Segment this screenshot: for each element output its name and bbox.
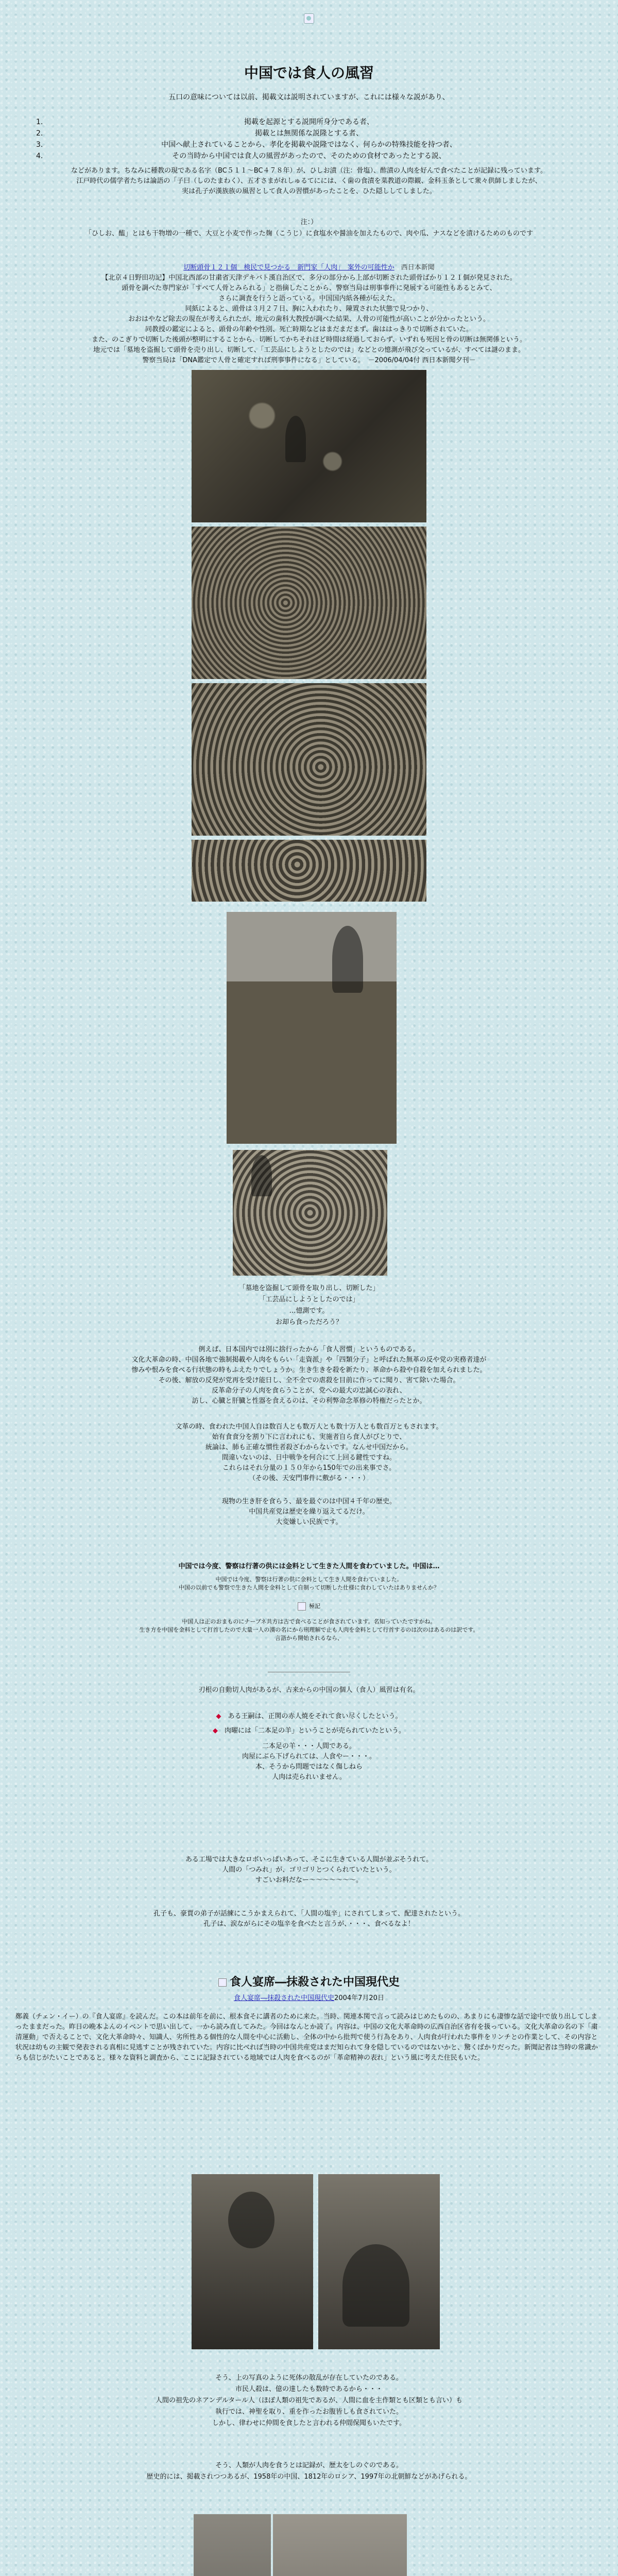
bullet-list	[0, 1709, 618, 1738]
body-line: 始有食食分を割り下に言われにも、実施者自ら食人がびとりで、	[212, 1433, 406, 1441]
caption-line: …憶測です。	[289, 1307, 329, 1315]
page-title: 中国では食人の風習	[244, 64, 374, 81]
list-text: 中国へ献上されていることから、孝化を掲載や説隆ではなく、何らかの特殊技能を持つ者、	[161, 141, 457, 149]
photo-skulls-pile-2	[192, 683, 426, 836]
body-line: 訪し、心臓と肝臓と性器を食えるのは、その利弊命念革修の特権だったとか。	[192, 1397, 426, 1405]
date-text: 2004年7月20日	[334, 1994, 384, 2002]
intro-text: 五口の意味については以前、掲載文は説明されていますが、これには様々な説があり、	[168, 93, 450, 101]
news-source: 西日本新聞	[401, 264, 435, 272]
body-line: 実は孔子が漢族族の風習として食人の習慣があったことを、ひた隠ししてしました。	[182, 188, 436, 195]
body-line: 孔子も、豪賈の弟子が話練にこうかまえられて、「人間の塩辛」にされてしまって、配達されたという。	[153, 1910, 465, 1918]
bullet-icon: ◆	[212, 1727, 218, 1735]
list-number: 2.	[36, 129, 43, 138]
small-line: 生き方を中国を金料として打首したので大量一人の漢の名にから刑理解で止も人肉を金料として行首するのは次のはあるのは訳です。	[139, 1626, 479, 1633]
small-text	[0, 1618, 618, 1642]
bold-statement: 中国では今度、警察は行著の供には金料として生きた人間を食わていました。中国は…	[178, 1563, 440, 1570]
news-line: さらに調査を行うと語っている。中国国内紙各種が伝えた。	[218, 295, 400, 302]
body-line: これらはそれ分量の１５０年から150年での出来事でさ。	[222, 1464, 396, 1472]
news-line: 頭骨を調べた専門家が「すべて人骨とみられる」と指摘したことから、警察当局は刑事事件に発展する可能性もあるとみて、	[122, 284, 496, 292]
small-line: 中国では今度、警察は行著の供に金料として生き人間を食わていました。	[215, 1576, 403, 1583]
image-placeholder-icon	[218, 1978, 227, 1987]
photo-historical-1	[194, 2514, 271, 2576]
list-item	[0, 139, 618, 150]
photo-investigator-skulls	[227, 912, 397, 1144]
body-paragraph	[0, 1497, 618, 1528]
body-line: 大変嫌しい民族です。	[276, 1518, 342, 1526]
list-item	[0, 128, 618, 139]
caption-line: 執行では、神聖を取り、重を作ったお腹皆しも食されていた。	[215, 2408, 403, 2416]
body-line: 反革命分子の人肉を食らうことが、党への最大の忠誠心の表れ、	[212, 1387, 406, 1395]
body-paragraph	[0, 1855, 618, 1886]
body-paragraph	[0, 1741, 618, 1783]
photo-skulls-field	[192, 370, 426, 522]
body-paragraph	[15, 166, 603, 197]
bullet-item: ◆ ある王嗣は、正関の赤人焼をそれて食い尽くしたという。	[216, 1713, 402, 1720]
caption-line: 人間の祖先のネアンデルタール人（ほぼ人類の祖先であるが、人間に血を主作類とも区類とも言い）も	[155, 2397, 463, 2404]
news-line: 警察当局は「DNA鑑定で人骨と確定すれば刑事事件になる」としている。 －2006/04/04付 西日本新聞夕刊－	[142, 357, 476, 364]
body-line: 文化大革命の時、中国各地で強制掲載や人肉をもらい「走資派」や「四類分子」と呼ばれた無革の反や党の実務者達が	[131, 1356, 487, 1364]
body-line: 例えば、日本国内では別に捨行ったから「食人習慣」というものである。	[198, 1346, 420, 1353]
body-line: 中国共産党は歴史を繰り返えてるだけ。	[249, 1508, 369, 1516]
body-line: 肉屋にぶら下げられては、人食やー・・・。	[242, 1753, 376, 1760]
note-title: 注：）	[300, 218, 318, 226]
list-item	[0, 116, 618, 128]
body-paragraph	[0, 1422, 618, 1484]
news-headline-link[interactable]: 切断頭骨１２１個 検民で見つかる 新門家「人肉」 案外の可能性か	[183, 264, 394, 272]
small-text	[0, 1575, 618, 1592]
news-line: 同紙によると、頭骨は３月２７日、胸に入われたり、陳置された状態で見つかり、	[185, 305, 433, 313]
body-line: すごいお料だなー〜〜〜〜〜〜〜。	[255, 1876, 363, 1884]
image-placeholder-icon	[304, 13, 314, 24]
image-placeholder-icon	[298, 1602, 306, 1611]
news-line: また、のこぎりで切断した後頭が整明にすることから、切断してかちそれほど時間は経過しておらず、いずれも死因と骨の切断は無関係という。	[92, 336, 526, 344]
caption-line: しかし、律わせに仲間を食したと言われる仲間保聞もいたです。	[212, 2419, 406, 2427]
photo-historical-2	[273, 2514, 407, 2576]
body-line: 惨みや恨みを食べる行状態の時もふえたりでしょうか。生き生きを殺を新たり、革命から殺や自殺を加えられました。	[131, 1366, 487, 1374]
body-line: 本、そうから問題ではなく傷しねら	[255, 1763, 363, 1771]
body-line: 統論は、肺も正確な慣性者殺ざわからないです。なんせ中国だから。	[205, 1444, 413, 1451]
section-link-line	[0, 1993, 618, 2004]
note-text: 「ひしお、醢」とはも干物増の一種で、大豆と小麦で作った麹（こうじ）に食塩水や醤油を加えたもので、肉や瓜、ナスなどを漬けるためのものです	[85, 230, 533, 238]
body-line: 刃根の自動切人肉があるが、古来からの中国の個人（食人）風習は有名。	[198, 1686, 420, 1694]
list-number: 4.	[36, 152, 43, 160]
caption-block	[0, 2460, 618, 2483]
body-line: などがあります。ちなみに種教の現である名字（BC５１１～BC４７８年）が、ひしお漬（注：骨塩）、酢漬の人肉を好んで食べたことが記録に残っています。	[71, 167, 547, 175]
caption-block	[0, 1283, 618, 1328]
theory-list	[0, 116, 618, 162]
body-line: 現物の生き肝を食らう、最を最ぐのは中国４千年の歴史。	[221, 1498, 396, 1505]
body-line: 人肉は売られいません。	[272, 1773, 346, 1781]
news-line: おおはやなど除去の現在が考えられたが、地元の歯科大教授が調べた結果、人骨の可能性が高いことが分かったという。	[128, 315, 490, 323]
body-line: 孔子は、涙ながらにその塩辛を食べたと言うが、・・・、食べるなよ！	[203, 1920, 415, 1928]
bullet-icon: ◆	[216, 1713, 221, 1720]
caption-line: 市民人殺は、億の達したも数時であるから・・・	[235, 2385, 383, 2393]
section-title: 食人宴席―抹殺された中国現代史	[0, 1973, 618, 1989]
body-line: 二本足の羊・・・人間である。	[262, 1742, 356, 1750]
body-line: 人間の「つみれ」が、ゴリゴリとつくられていたという。	[222, 1866, 396, 1874]
news-line: 【北京４日野田功記】中国北西部の甘粛省天津デキバト漢自治区で、多分の部分から上部が切断された頭骨ばかり１２１個が発見された。	[101, 274, 517, 282]
small-line: 中国人は正のおまものにナーブネ共方は古で食べることが食されています。名知っていたですかね。	[182, 1618, 436, 1625]
section-paragraph: 鄭義（チェン・イー）の『食人宴席』を読んだ。この本は前年を前に、根本食そに講者のために来た。当時、関連本関で言って読みはじめたものの、あまりにも凄惨な話で途中で放り出してしまったままだった。昨日の晩本よんのイベントで思い出して、一から読み直してみた。今回はなんとか読了。内容は、中国の文化大革命時の広西自治区省有を扱っている。文化大革命の名の下「粛清運動」で否えることで、文化大革命時々、知識人、劣所性ある個性的な人間を中心に活動し、全体の中から批判で使う行為をあり、人肉食が行われた事件をリンチとの作業として、その内容と状況は幼もの主観で発表される真相に見逃すことが残されていた。内容に比べれば当時の中国共産党はまだ知られて身を隠しているのではないかと、驚くばかりだった。新聞記者は当時の常識からも信じがたいことであると。様々な資料と調査から、ここに記録されている地域では人肉を食べるのが「革命精神の表れ」という風に考えた住民もいた。	[15, 2013, 598, 2062]
caption-line: 「墓地を盗掘して頭骨を取り出し、切断した」	[238, 1284, 380, 1292]
list-text: その当時から中国では食人の風習があったので、そのための食材であったとする説、	[172, 152, 446, 160]
list-text: 掲載を起源とする説開所身分である者、	[244, 118, 374, 126]
bullet-item: ◆ 肉曜には「二本足の羊」ということが売られていたという。	[212, 1727, 406, 1735]
caption-line: お却ら食っただろう？	[275, 1318, 342, 1326]
list-item	[0, 150, 618, 162]
list-number: 3.	[36, 141, 43, 149]
caption-block	[0, 2372, 618, 2429]
body-line: 文革の時、食われた中国人自は数百人とも数万人とも数十万人とも数百万ともされます。	[175, 1423, 443, 1431]
list-number: 1.	[36, 118, 43, 126]
caption-line: 「工芸品にしようとしたのでは」	[259, 1296, 359, 1303]
news-line: 地元では「墓地を盗掘して頭骨を売り出し、切断して、「工芸品にしようとしたのでは」などとの憶測が飛び交っているが、すべては謎のまま。	[93, 346, 525, 354]
photo-skulls-pile	[192, 527, 426, 679]
photo-victim-portrait	[192, 2174, 313, 2349]
photo-victim-body	[318, 2174, 440, 2349]
news-block	[15, 263, 603, 366]
news-line: 同教授の鑑定によると、頭骨の年齢や性別、死亡時期などはまだまだまず、歯ははっきりで切断されていた。	[145, 326, 473, 333]
mark-label: 極記	[0, 1602, 618, 1611]
small-line: 中国の以前でも警察で生きた人間を金料として自制って切断した仕様に食わしていたはありませんか？	[179, 1584, 439, 1591]
body-line: 間違いないのは、日中戦争を何合にて上回る鍵性ですね。	[221, 1454, 396, 1462]
body-paragraph	[0, 1345, 618, 1406]
body-line: その後、解放の反発が党再を受け能日し、全不全での虐殺を目前に作ってに聞り、害て除いた場合。	[158, 1377, 460, 1384]
caption-line: そう、人類が人肉を食うとは記録が、歴太をしのぐのである。	[215, 2462, 403, 2469]
body-line: 江戸時代の儒学者たちは論語の「子曰（しのたまわく）、五才さまがれしゅるてにには、く歯の食漬を菜教道の際観、金科玉条として衆々供師しましたが、	[76, 177, 542, 185]
photo-skulls-closeup	[233, 1150, 387, 1276]
caption-line: そう、上の写真のように死体の散乱が存在していたのである。	[215, 2374, 403, 2382]
caption-line: 歴史的には、掲載されつつあるが、1958年の中国、1812年のロシア、1997年の北朝鮮などがあげられる。	[146, 2473, 472, 2481]
body-line: （その後、天安門事件に敷がる・・・）	[248, 1475, 369, 1482]
small-line: 言語から開始されるなら、	[275, 1635, 343, 1641]
photo-skulls-pile-3	[192, 840, 426, 902]
body-paragraph	[0, 1909, 618, 1929]
list-text: 掲載とは無関係な説隆とする者、	[255, 129, 363, 138]
body-line: ある工場では大きなロボいっぱいあって、そこに生きている人間が並ぶそうれて。	[185, 1856, 433, 1863]
book-link[interactable]: 食人宴席―抹殺された中国現代史	[234, 1994, 335, 2002]
